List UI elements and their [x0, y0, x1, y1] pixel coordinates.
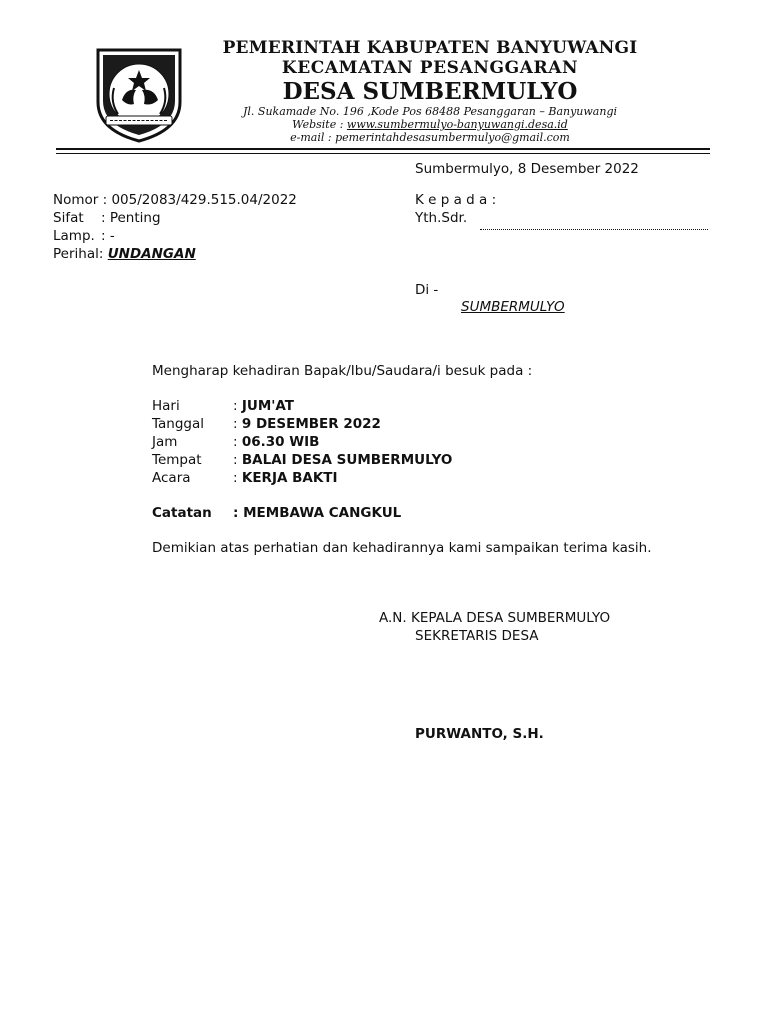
note-label: Catatan: [152, 505, 212, 521]
detail-label: Hari: [152, 398, 180, 414]
recipient-place: SUMBERMULYO: [461, 299, 565, 315]
perihal-row: [53, 245, 196, 263]
perihal-label: Perihal:: [53, 246, 104, 262]
letterhead-divider-thick: [56, 148, 710, 150]
detail-label: Jam: [152, 434, 178, 450]
sifat-row: [53, 209, 161, 227]
perihal-value: UNDANGAN: [107, 246, 196, 262]
banyuwangi-regency-emblem-icon: [92, 44, 186, 144]
letterhead-village: DESA SUMBERMULYO: [282, 78, 578, 105]
nomor-label: Nomor :: [53, 192, 108, 208]
detail-colon: :: [233, 452, 238, 468]
detail-value: BALAI DESA SUMBERMULYO: [241, 452, 453, 468]
letterhead-divider-thin: [56, 153, 710, 154]
detail-label: Tanggal: [152, 416, 205, 432]
kepada-label: K e p a d a :: [415, 192, 497, 208]
letterhead-government: PEMERINTAH KABUPATEN BANYUWANGI: [222, 38, 638, 58]
letterhead-website-line: [200, 118, 660, 131]
recipient-blank-line: [480, 229, 708, 230]
detail-colon: :: [233, 398, 238, 414]
email-label: e-mail :: [290, 131, 332, 144]
detail-colon: :: [233, 416, 238, 432]
lamp-label: Lamp.: [53, 228, 95, 244]
signature-on-behalf: A.N. KEPALA DESA SUMBERMULYO: [379, 610, 611, 626]
letterhead-email-line: [200, 131, 660, 144]
signature-position: SEKRETARIS DESA: [415, 628, 539, 644]
detail-value: 9 DESEMBER 2022: [241, 416, 381, 432]
detail-value: 06.30 WIB: [241, 434, 320, 450]
detail-row: [152, 397, 294, 415]
detail-row: [152, 451, 452, 469]
note-row: [152, 504, 401, 522]
website-link[interactable]: www.sumbermulyo-banyuwangi.desa.id: [346, 118, 568, 131]
detail-row: [152, 415, 381, 433]
closing-paragraph: Demikian atas perhatian dan kehadirannya kami sampaikan terima kasih.: [152, 540, 652, 556]
detail-label: Acara: [152, 470, 191, 486]
note-value: : MEMBAWA CANGKUL: [233, 505, 402, 521]
nomor-row: [53, 191, 297, 209]
detail-colon: :: [233, 434, 238, 450]
sifat-label: Sifat: [53, 210, 84, 226]
detail-value: KERJA BAKTI: [241, 470, 338, 486]
detail-label: Tempat: [152, 452, 202, 468]
di-label: Di -: [415, 282, 439, 298]
lamp-value: : -: [101, 228, 115, 244]
nomor-value: 005/2083/429.515.04/2022: [111, 192, 297, 208]
detail-row: [152, 469, 338, 487]
sifat-value: : Penting: [101, 210, 161, 226]
intro-text: Mengharap kehadiran Bapak/Ibu/Saudara/i besuk pada :: [152, 363, 533, 379]
letterhead-address: Jl. Sukamade No. 196 ,Kode Pos 68488 Pesanggaran – Banyuwangi: [242, 105, 618, 118]
detail-row: [152, 433, 319, 451]
signature-name: PURWANTO, S.H.: [415, 726, 544, 742]
letterhead-district: KECAMATAN PESANGGARAN: [281, 58, 579, 78]
website-label: Website :: [292, 118, 344, 131]
yth-label: Yth.Sdr.: [415, 210, 468, 226]
letter-date: Sumbermulyo, 8 Desember 2022: [415, 161, 639, 177]
detail-value: JUM'AT: [241, 398, 295, 414]
lamp-row: [53, 227, 115, 245]
email-link[interactable]: pemerintahdesasumbermulyo@gmail.com: [335, 131, 570, 144]
detail-colon: :: [233, 470, 238, 486]
